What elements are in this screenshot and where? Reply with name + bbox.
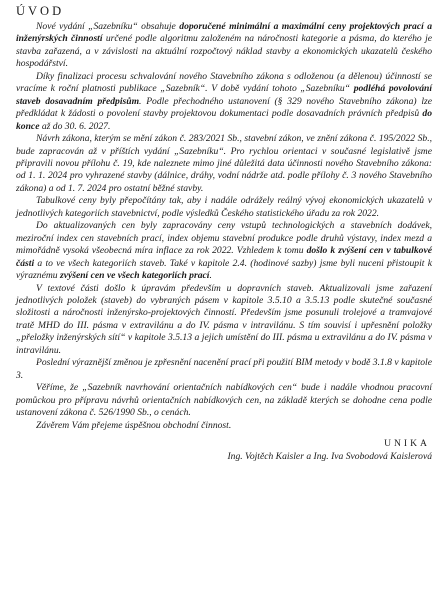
document-body	[16, 21, 432, 432]
paragraph-text: až do 30. 6. 2027.	[39, 120, 111, 132]
body-paragraph	[16, 220, 432, 282]
body-paragraph	[16, 195, 432, 220]
emphasized-text: doporučené minimální a maximální ceny projektových prací a inženýrských činností	[16, 21, 432, 45]
paragraph-text: Návrh zákona, kterým se mění zákon č. 283/2021 Sb., stavební zákon, ve znění zákona č. 195/2022 Sb., bude zapracován až v příštích vydání „Sazebníku“. Pro rychlou orientaci v současné legislativě jsme připravili novou přílohu č. 19, kde naleznete mimo jiné důležitá data účinnosti nového Stavebního zákona: od 1. 1. 2024 pro vyhrazené stavby (dálnice, dráhy, vodní nádrže atd. podle přílohy č. 3 nového Stavebního zákona) a od 1. 7. 2024 pro ostatní běžné stavby.	[16, 133, 432, 194]
paragraph-text: .	[209, 270, 212, 282]
body-paragraph	[16, 21, 432, 71]
emphasized-text: do konce	[16, 108, 432, 132]
body-paragraph	[16, 133, 432, 195]
emphasized-text: podléhá povolování staveb dosavadním předpisům	[16, 83, 433, 107]
body-paragraph	[16, 71, 432, 133]
paragraph-text: Nové vydání „Sazebníku“ obsahuje	[36, 21, 180, 32]
signature-authors: Ing. Vojtěch Kaisler a Ing. Iva Svobodová Kaislerová	[227, 450, 432, 462]
paragraph-text: Poslední výraznější změnou je zpřesnění nacenění prací při použití BIM metody v bodě 3.1.8 v kapitole 3.	[16, 357, 432, 381]
signature-block	[16, 437, 432, 463]
emphasized-text: došlo k zvýšení cen v tabulkové části	[16, 245, 432, 269]
body-paragraph	[16, 357, 432, 382]
body-paragraph	[16, 382, 432, 419]
paragraph-text: Díky finalizaci procesu schvalování nového Stavebního zákona s odloženou (a dělenou) účinností se vracíme k roční platnosti publikace „Sazebník“. V době vydání tohoto „Sazebníku“	[16, 70, 432, 95]
signature-org: UNIKA	[384, 437, 430, 449]
paragraph-text: Závěrem Vám přejeme úspěšnou obchodní činnost.	[36, 419, 232, 431]
paragraph-text: V textové části došlo k úpravám především u dopravních staveb. Aktualizovali jsme zařazení jednotlivých položek (staveb) do vybraných pásem v kapitole 3.5.10 a 3.5.13 podle skutečné současné složitosti a náročnosti inženýrsko-projektových činností. Především jsme posunuli trolejové a tramvajové tratě MHD do III. pásma v extravilánu a do IV. pásma v intravilánu. S tím souvisí i upřesnění položky „přeložky inženýrských sítí“ v kapitole 3.5.13 a jejich umístění do III. pásma u extravilánu a do IV. pásma v intravilánu.	[16, 282, 432, 356]
paragraph-text: . Podle přechodného ustanovení (§ 329 nového Stavebního zákona) lze předkládat k žádosti o povolení stavby projektovou dokumentaci podle dosavadních právních předpisů	[16, 95, 433, 120]
paragraph-text: Do aktualizovaných cen byly zapracovány ceny vstupů technologických a stavebních dodávek, meziroční index cen stavebních prací, index objemu stavební produkce podle druhů výstavy, index mezd a mimořádně vysoká všeobecná míra inflace za rok 2022. Vzhledem k tomu	[16, 220, 432, 257]
body-paragraph	[16, 283, 432, 358]
paragraph-text: a to ve všech kategoriích staveb. Také v kapitole 2.4. (hodinové sazby) jsme byli nuceni přistoupit k výraznému	[16, 257, 432, 282]
emphasized-text: zvýšení cen ve všech kategoriích prací	[59, 270, 210, 282]
page-heading: ÚVOD	[16, 4, 65, 18]
body-paragraph	[16, 420, 432, 432]
paragraph-text: Tabulkové ceny byly přepočítány tak, aby i nadále odrážely reálný vývoj ekonomických ukazatelů v jednotlivých kategoriích stavebnictví, podle výsledků Českého statistického úřadu za rok 2022.	[16, 195, 432, 219]
paragraph-text: určené podle algoritmu založeném na náročnosti kategorie a pásma, do kterého je stavba zařazená, a v závislosti na aktuální rozpočtový náklad stavby a ekonomických ukazatelů českého hospodářství.	[16, 33, 432, 70]
paragraph-text: Věříme, že „Sazebník navrhování orientačních nabídkových cen“ bude i nadále vhodnou pracovní pomůckou pro přípravu návrhů orientačních nabídkových cen, na základě kterých se dohodne cena podle ustanovení zákona č. 526/1990 Sb., o cenách.	[16, 382, 432, 419]
